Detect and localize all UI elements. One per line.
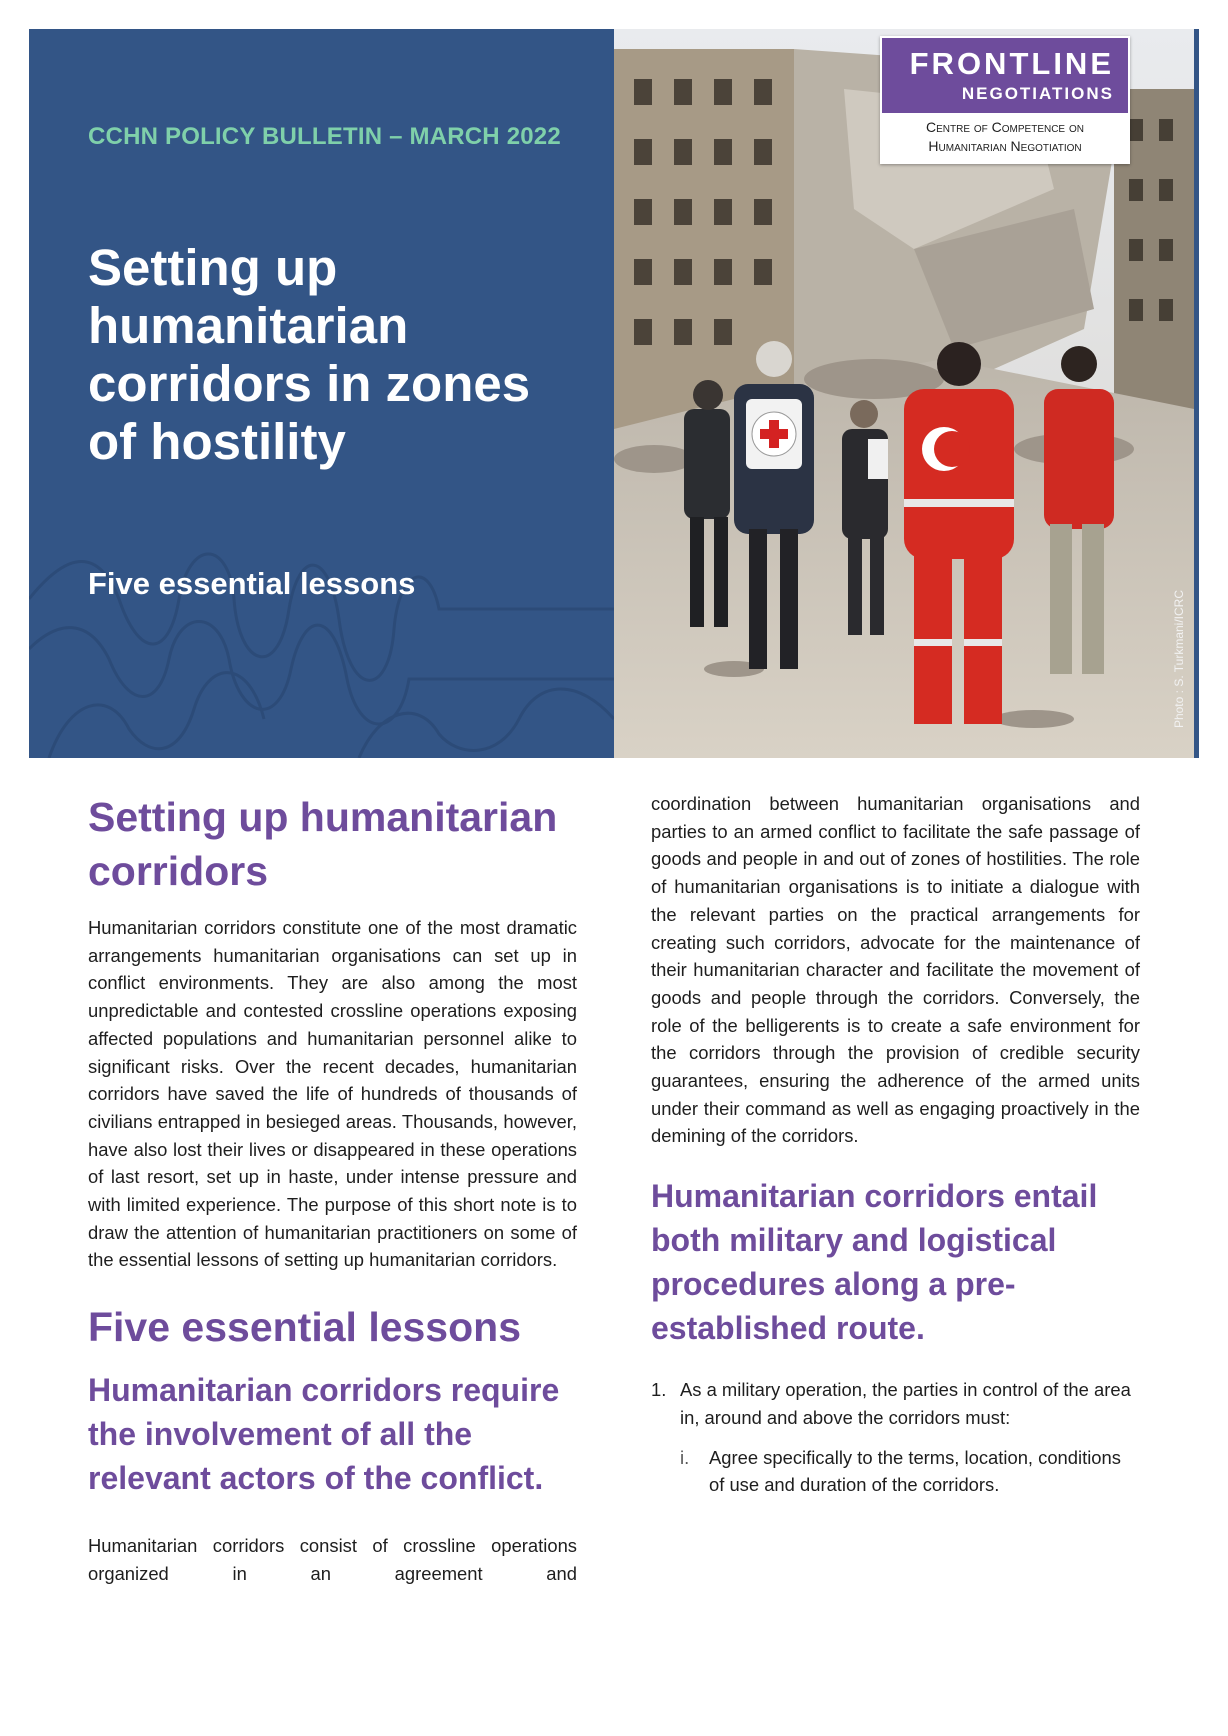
photo-border	[1194, 29, 1199, 758]
lesson-2-heading: Humanitarian corridors entail both military and logistical procedures along a pre-established route.	[651, 1178, 1098, 1347]
list-item-text: As a military operation, the parties in control of the area in, around and above the corridors must:	[680, 1379, 1131, 1428]
intro-paragraph: Humanitarian corridors constitute one of the most dramatic arrangements humanitarian organisations can set up in conflict environments. They are also among the most unpredictable and contested crossline operations exposing affected populations and humanitarian personnel alike to significant risks. Over the recent decades, humanitarian corridors have saved the life of hundreds of thousands of civilians entrapped in besieged areas. Thousands, however, have also lost their lives or disappeared in these operations of last resort, set up in haste, under intense pressure and with limited experience. The purpose of this short note is to draw the attention of humanitarian practitioners on some of the essential lessons of setting up humanitarian corridors.	[88, 917, 577, 1271]
list-item-number: 1.	[651, 1379, 667, 1401]
decorative-line-pattern	[29, 529, 614, 758]
sub-list-item	[680, 1444, 1140, 1499]
lesson-1-paragraph-continued: coordination between humanitarian organisations and parties to an armed conflict to facilitate the safe passage of goods and people in and out of zones of hostilities. The role of humanitarian organisations is to initiate a dialogue with the relevant parties on the practical arrangements for creating such corridors, advocate for the maintenance of their humanitarian character and facilitate the movement of goods and people through the corridors. Conversely, the role of the belligerents is to create a safe environment for the corridors through the provision of credible security guarantees, ensuring the adherence of the armed units under their command as well as engaging proactively in the demining of the corridors.	[651, 793, 1140, 1147]
logo-subname: NEGOTIATIONS	[961, 84, 1114, 103]
cover-subtitle: Five essential lessons	[88, 566, 416, 601]
logo-name: FRONTLINE	[909, 46, 1114, 81]
cover-title: Setting up humanitarian corridors in zones of hostility	[88, 239, 531, 470]
logo-tagline-line2: Humanitarian Negotiation	[928, 138, 1082, 154]
photo-credit: Photo : S. Turkmani/ICRC	[1172, 589, 1186, 728]
frontline-negotiations-logo	[880, 36, 1130, 164]
logo-banner	[882, 38, 1128, 113]
sub-list-item-text: Agree specifically to the terms, location, conditions of use and duration of the corridors.	[709, 1446, 1121, 1496]
section-heading-lessons: Five essential lessons	[88, 1304, 522, 1351]
sub-list-item-number: i.	[680, 1446, 690, 1468]
cover-title-panel	[29, 29, 614, 758]
lesson-1-paragraph-start: Humanitarian corridors consist of crossline operations organized in an agreement and	[88, 1535, 577, 1584]
lesson-2-list	[651, 1376, 1140, 1499]
left-column	[88, 790, 577, 1588]
right-column	[651, 790, 1140, 1499]
lesson-1-heading: Humanitarian corridors require the involvement of all the relevant actors of the conflict.	[88, 1372, 560, 1497]
bulletin-kicker: CCHN POLICY BULLETIN – MARCH 2022	[88, 123, 561, 150]
list-item	[651, 1376, 1140, 1499]
logo-tagline	[880, 118, 1130, 156]
section-heading-corridors: Setting up humanitarian corridors	[88, 794, 558, 894]
logo-tagline-line1: Centre of Competence on	[925, 119, 1084, 135]
